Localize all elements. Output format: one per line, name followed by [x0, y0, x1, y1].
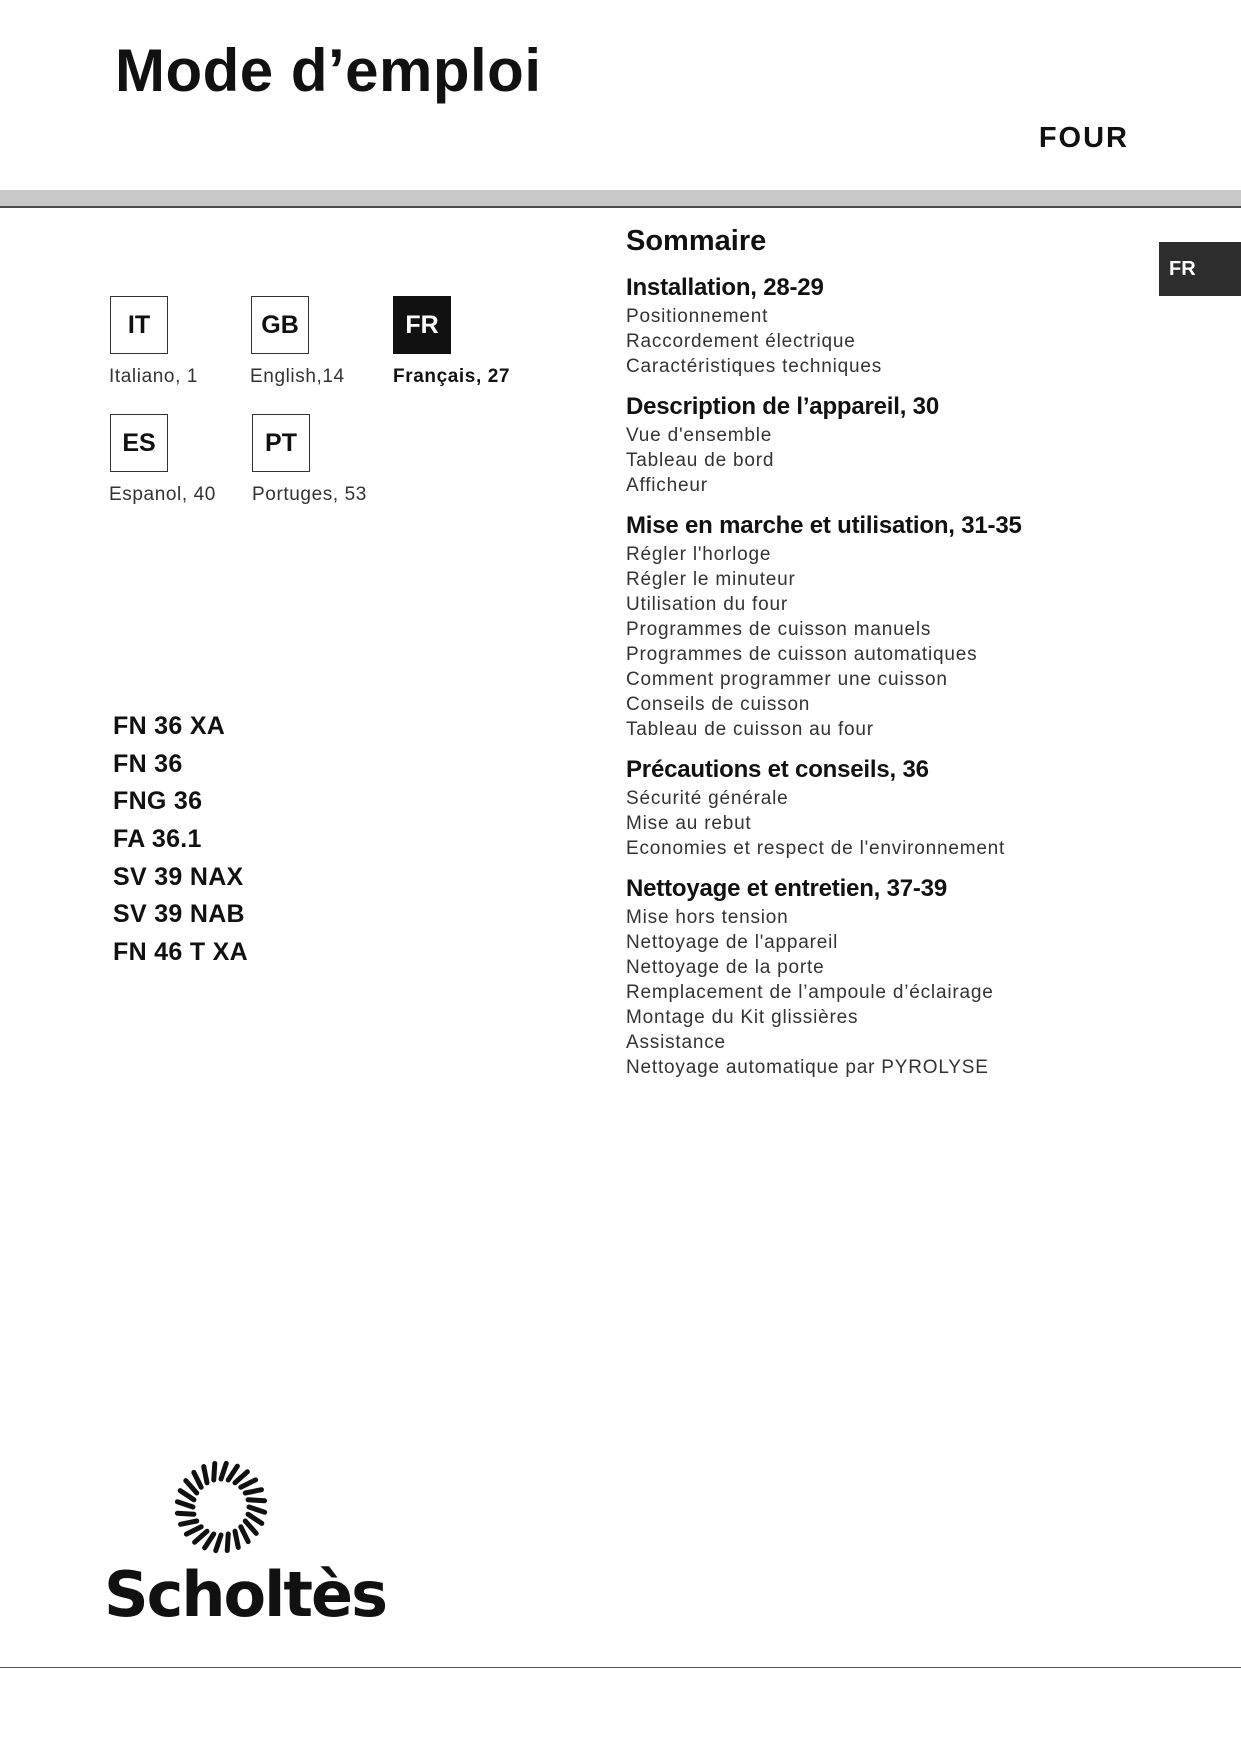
footer-rule — [0, 1667, 1241, 1668]
toc-item[interactable]: Régler l'horloge — [626, 544, 772, 565]
toc-item[interactable]: Positionnement — [626, 306, 769, 327]
toc-item[interactable]: Nettoyage de l'appareil — [626, 932, 839, 953]
toc-section-installation — [626, 272, 1146, 379]
toc-section-nettoyage — [626, 873, 1146, 1080]
logo-ray — [248, 1500, 265, 1501]
logo-ray — [177, 1502, 193, 1507]
toc-item[interactable]: Economies et respect de l'environnement — [626, 838, 1006, 859]
toc-item[interactable]: Mise au rebut — [626, 813, 752, 834]
toc-item[interactable]: Tableau de bord — [626, 450, 775, 471]
model-name: FN 36 XA — [113, 712, 226, 740]
table-of-contents — [626, 225, 1146, 1092]
toc-item[interactable]: Programmes de cuisson manuels — [626, 619, 932, 640]
logo-ray — [245, 1490, 261, 1493]
language-box-fr[interactable]: FR — [393, 296, 451, 354]
logo-ray — [204, 1467, 207, 1483]
logo-ray — [194, 1472, 201, 1487]
logo-ray — [249, 1507, 265, 1512]
toc-item[interactable]: Remplacement de l’ampoule d’éclairage — [626, 982, 994, 1003]
model-name: SV 39 NAX — [113, 862, 244, 891]
header-band — [0, 190, 1241, 208]
model-name: FN 36 — [113, 749, 183, 778]
language-label-it: Italiano, 1 — [109, 366, 198, 387]
logo-ray — [177, 1513, 194, 1514]
toc-section-title[interactable]: Description de l’appareil, 30 — [626, 393, 939, 420]
toc-section-description — [626, 391, 1146, 498]
logo-ray — [186, 1481, 197, 1493]
toc-item[interactable]: Mise hors tension — [626, 907, 789, 928]
toc-item[interactable]: Comment programmer une cuisson — [626, 669, 948, 690]
logo-ray — [241, 1480, 256, 1487]
toc-section-title[interactable]: Nettoyage et entretien, 37-39 — [626, 875, 947, 902]
language-box-pt[interactable]: PT — [252, 414, 310, 472]
model-name: FNG 36 — [113, 787, 203, 816]
toc-heading: Sommaire — [626, 225, 767, 257]
model-name: FA 36.1 — [113, 825, 202, 854]
toc-item[interactable]: Tableau de cuisson au four — [626, 719, 874, 740]
toc-item[interactable]: Montage du Kit glissières — [626, 1007, 859, 1028]
toc-section-title[interactable]: Installation, 28-29 — [626, 274, 824, 301]
logo-ray — [205, 1534, 214, 1548]
logo-ray — [227, 1534, 228, 1551]
toc-section-precautions — [626, 754, 1146, 861]
language-label-es: Espanol, 40 — [109, 484, 216, 505]
logo-ray — [248, 1514, 262, 1523]
logo-ray — [181, 1521, 197, 1524]
brand-logo-text: Scholtès — [104, 1558, 386, 1631]
model-name: FN 46 T XA — [113, 938, 248, 967]
language-box-es[interactable]: ES — [110, 414, 168, 472]
toc-item[interactable]: Vue d'ensemble — [626, 425, 773, 446]
toc-item[interactable]: Nettoyage automatique par PYROLYSE — [626, 1057, 989, 1078]
language-side-tab[interactable]: FR — [1159, 242, 1241, 296]
logo-ray — [221, 1463, 226, 1479]
logo-ray — [235, 1531, 238, 1547]
language-box-gb[interactable]: GB — [251, 296, 309, 354]
logo-ray — [228, 1466, 237, 1480]
language-label-gb: English,14 — [250, 366, 345, 387]
logo-ray — [235, 1472, 247, 1483]
page-title: Mode d’emploi — [115, 37, 542, 104]
toc-item[interactable]: Programmes de cuisson automatiques — [626, 644, 978, 665]
product-category: FOUR — [1038, 122, 1129, 154]
toc-section-title[interactable]: Mise en marche et utilisation, 31-35 — [626, 512, 1022, 539]
language-label-fr: Français, 27 — [393, 366, 511, 387]
language-label-pt: Portuges, 53 — [252, 484, 367, 505]
model-name: SV 39 NAB — [113, 900, 245, 929]
toc-item[interactable]: Régler le minuteur — [626, 569, 796, 590]
toc-item[interactable]: Conseils de cuisson — [626, 694, 811, 715]
toc-item[interactable]: Raccordement électrique — [626, 331, 856, 352]
logo-ray — [186, 1527, 201, 1534]
model-list — [113, 708, 248, 972]
logo-ray — [195, 1531, 207, 1542]
logo-ray — [241, 1527, 248, 1542]
logo-ray — [180, 1491, 194, 1500]
logo-ray — [245, 1521, 256, 1533]
toc-section-utilisation — [626, 510, 1146, 742]
toc-item[interactable]: Nettoyage de la porte — [626, 957, 825, 978]
toc-item[interactable]: Afficheur — [626, 475, 708, 496]
logo-ray — [216, 1535, 221, 1551]
language-box-it[interactable]: IT — [110, 296, 168, 354]
toc-item[interactable]: Assistance — [626, 1032, 726, 1053]
toc-section-title[interactable]: Précautions et conseils, 36 — [626, 756, 929, 783]
toc-item[interactable]: Sécurité générale — [626, 788, 789, 809]
toc-item[interactable]: Utilisation du four — [626, 594, 788, 615]
toc-item[interactable]: Caractéristiques techniques — [626, 356, 883, 377]
logo-ray — [214, 1463, 215, 1480]
